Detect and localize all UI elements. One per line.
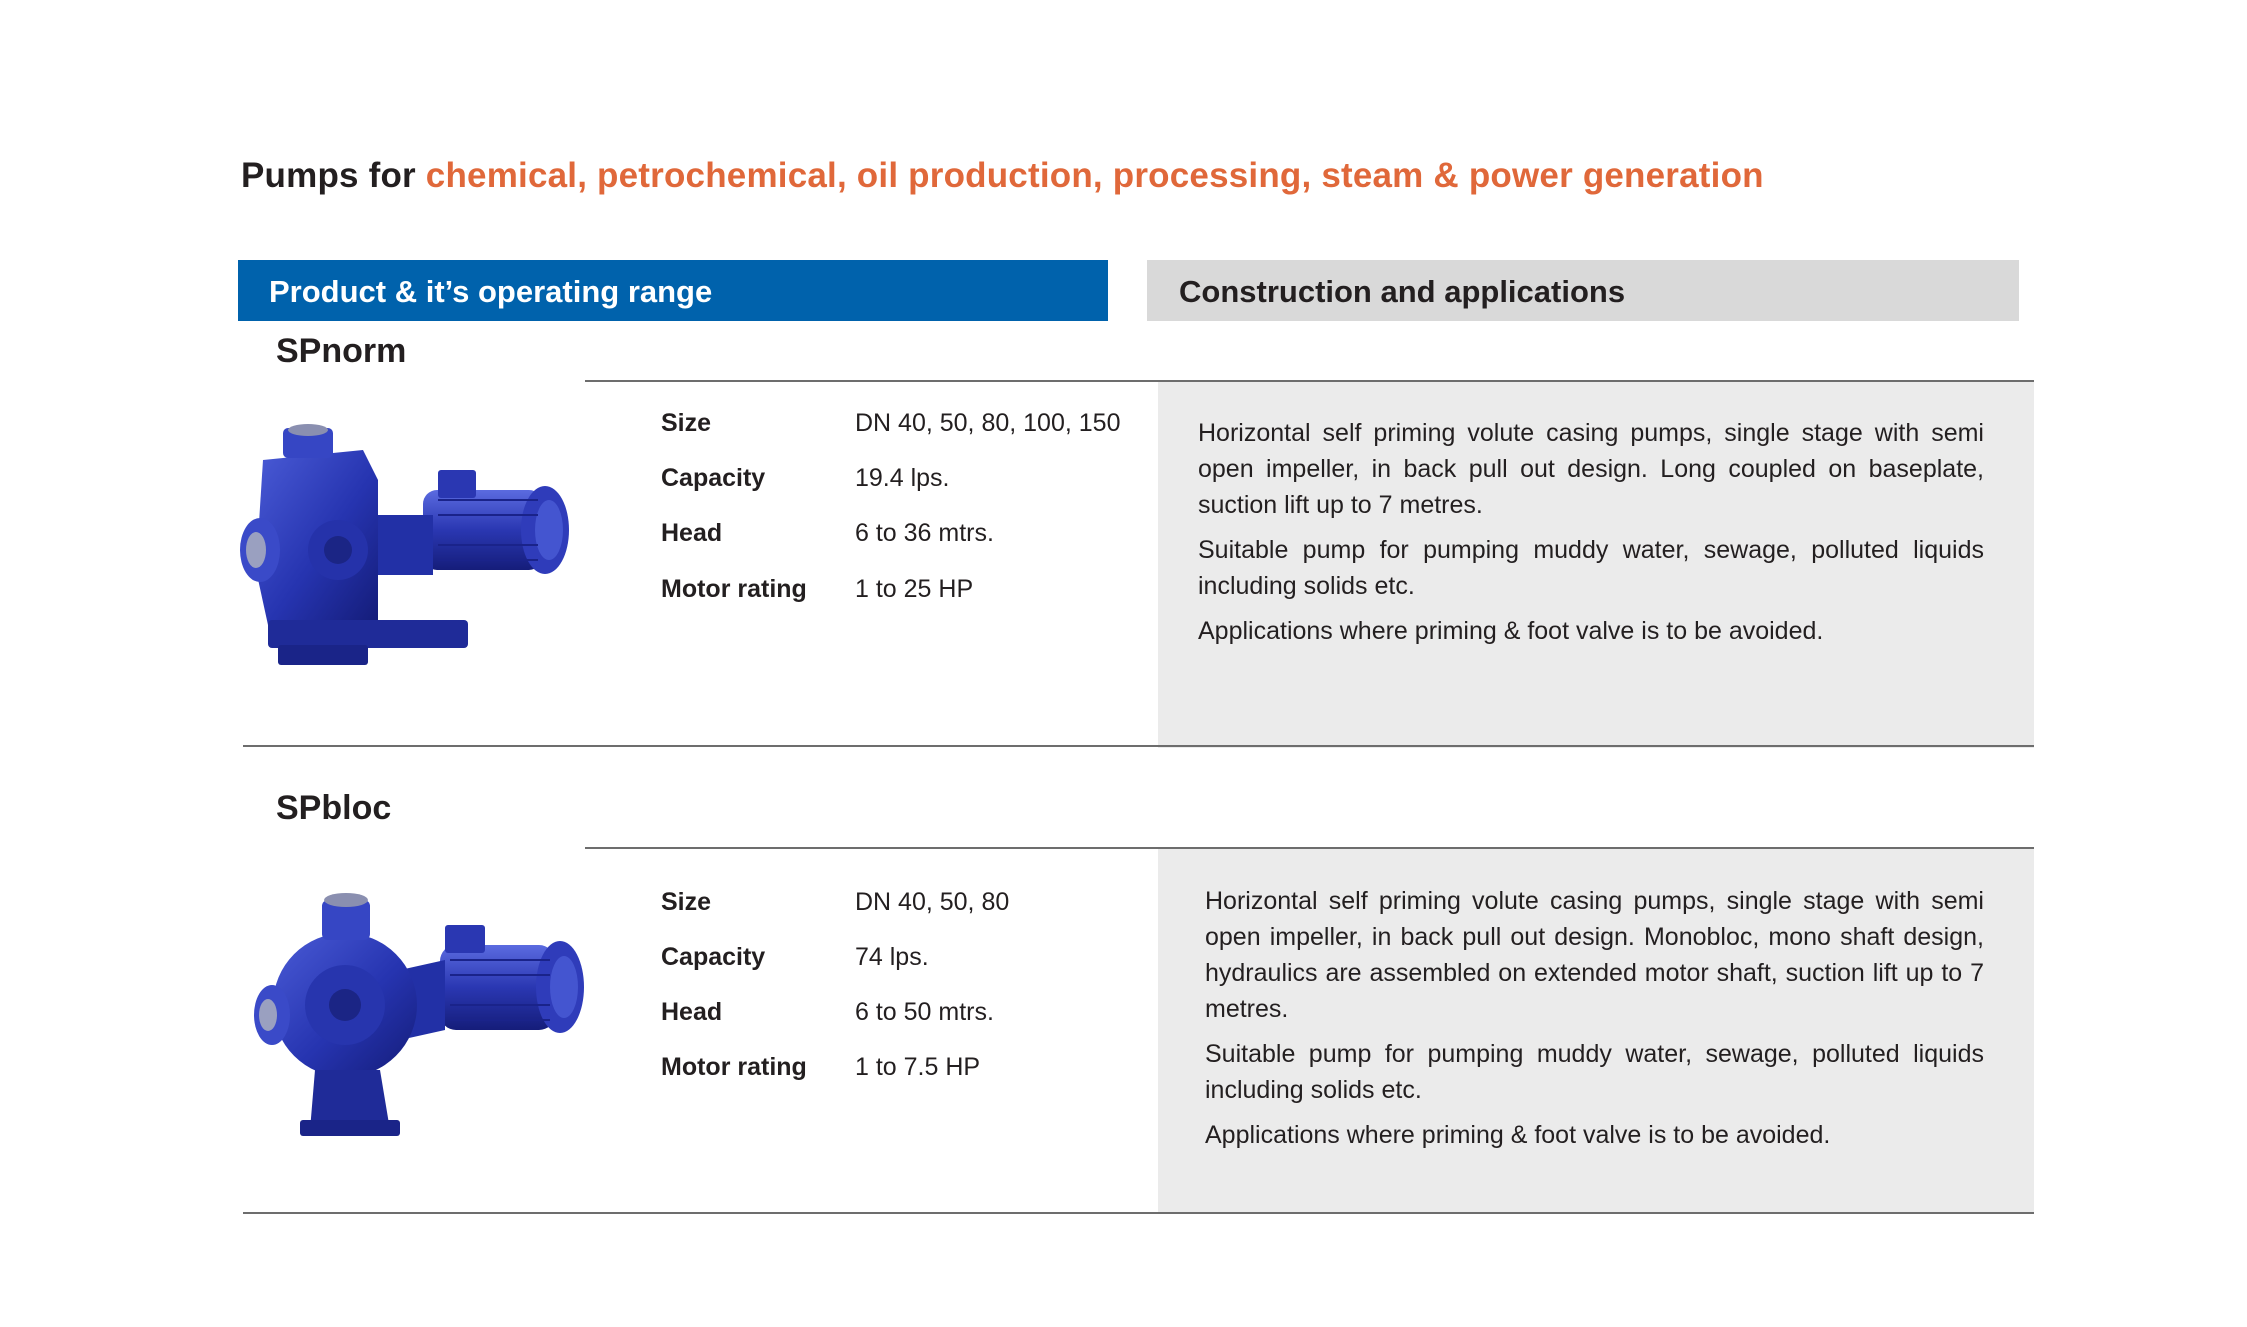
spec-label-head: Head (661, 998, 723, 1026)
header-product-range (238, 260, 1108, 321)
spec-value-motor-rating: 1 to 25 HP (855, 575, 974, 603)
description-spbloc (1205, 883, 1984, 1162)
spec-value-motor-rating: 1 to 7.5 HP (855, 1053, 981, 1081)
spec-value-capacity: 19.4 lps. (855, 464, 950, 492)
divider-bottom-spbloc (243, 1212, 2034, 1214)
header-construction-label: Construction and applications (1179, 274, 1626, 309)
description-paragraph: Suitable pump for pumping muddy water, sewage, polluted liquids including solids etc. (1198, 536, 1984, 600)
description-paragraph: Suitable pump for pumping muddy water, sewage, polluted liquids including solids etc. (1205, 1040, 1984, 1104)
spec-value-capacity: 74 lps. (855, 943, 929, 971)
pump-image-spbloc (250, 880, 590, 1150)
product-name-spnorm: SPnorm (276, 332, 407, 370)
spec-label-motor-rating: Motor rating (661, 1053, 807, 1081)
header-product-range-label: Product & it’s operating range (269, 274, 713, 309)
spec-label-size: Size (661, 888, 712, 916)
description-paragraph: Applications where priming & foot valve is to be avoided. (1205, 1121, 1831, 1149)
spec-label-head: Head (661, 519, 723, 547)
pump-image-spnorm (238, 420, 573, 675)
page-title (241, 156, 1764, 196)
description-paragraph: Applications where priming & foot valve is to be avoided. (1198, 617, 1824, 645)
spec-label-capacity: Capacity (661, 943, 766, 971)
spec-label-capacity: Capacity (661, 464, 766, 492)
header-construction (1147, 260, 2019, 321)
title-prefix: Pumps for (241, 156, 426, 195)
description-paragraph: Horizontal self priming volute casing pumps, single stage with semi open impeller, in back pull out design. Monobloc, mono shaft design, hydraulics are assembled on extended motor shaft, suction lift up to 7 metres. (1205, 887, 1984, 1023)
divider-bottom-spnorm (243, 745, 2034, 747)
spec-label-motor-rating: Motor rating (661, 575, 807, 603)
spec-value-size: DN 40, 50, 80 (855, 888, 1010, 916)
description-paragraph: Horizontal self priming volute casing pumps, single stage with semi open impeller, in back pull out design. Long coupled on baseplate, suction lift up to 7 metres. (1198, 419, 1984, 519)
spec-label-size: Size (661, 409, 712, 437)
spec-value-size: DN 40, 50, 80, 100, 150 (855, 409, 1121, 437)
description-spnorm (1198, 415, 1984, 658)
spec-value-head: 6 to 50 mtrs. (855, 998, 994, 1026)
spec-value-head: 6 to 36 mtrs. (855, 519, 994, 547)
product-name-spbloc: SPbloc (276, 789, 392, 827)
title-highlight: chemical, petrochemical, oil production, processing, steam & power generation (425, 156, 1764, 195)
